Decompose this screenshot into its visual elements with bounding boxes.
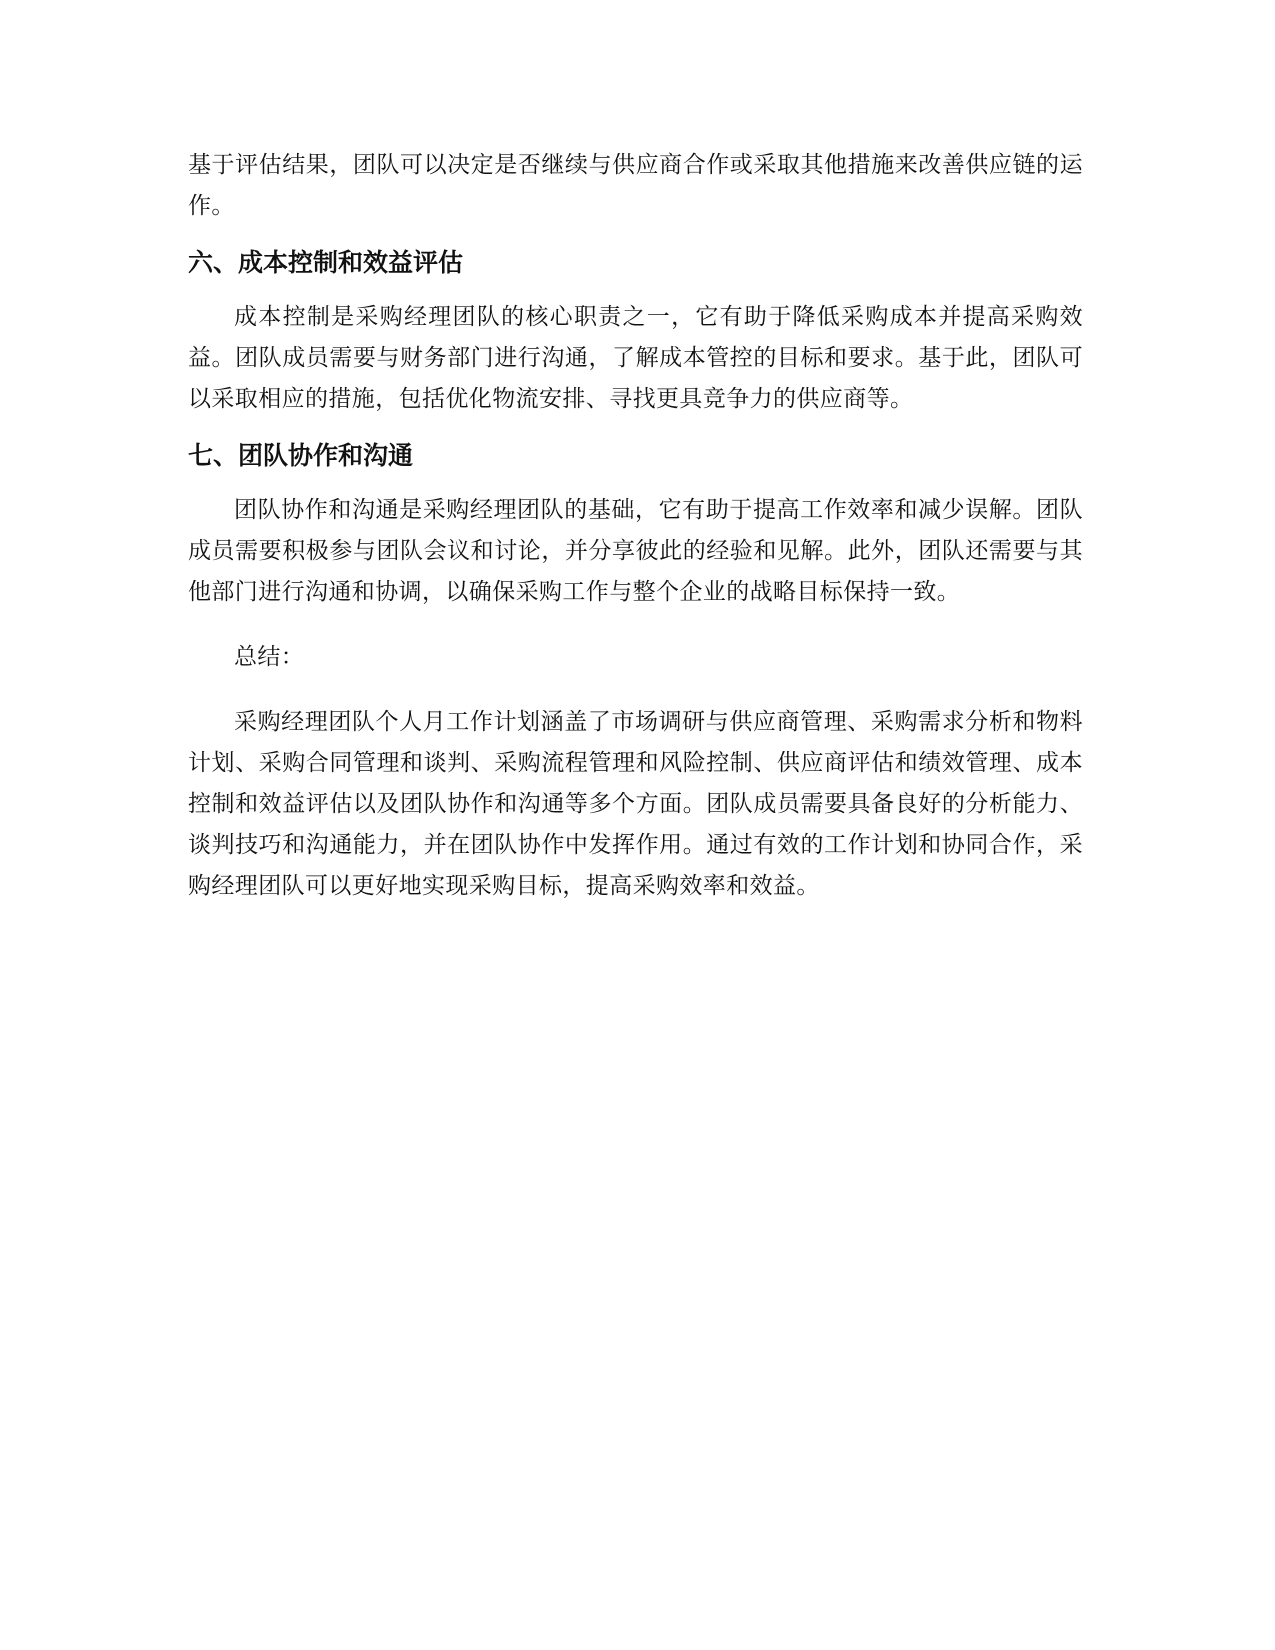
document-body — [188, 145, 1083, 907]
paragraph-evaluation-conclusion: 基于评估结果，团队可以决定是否继续与供应商合作或采取其他措施来改善供应链的运作。 — [188, 152, 1083, 219]
paragraph-teamwork: 团队协作和沟通是采购经理团队的基础，它有助于提高工作效率和减少误解。团队成员需要积极参与团队会议和讨论，并分享彼此的经验和见解。此外，团队还需要与其他部门进行沟通和协调，以确保采购工作与整个企业的战略目标保持一致。 — [188, 497, 1083, 605]
section-heading-teamwork: 七、团队协作和沟通 — [188, 441, 414, 470]
section-heading-cost-control: 六、成本控制和效益评估 — [188, 248, 464, 277]
paragraph-summary: 采购经理团队个人月工作计划涵盖了市场调研与供应商管理、采购需求分析和物料计划、采购合同管理和谈判、采购流程管理和风险控制、供应商评估和绩效管理、成本控制和效益评估以及团队协作和沟通等多个方面。团队成员需要具备良好的分析能力、谈判技巧和沟通能力，并在团队协作中发挥作用。通过有效的工作计划和协同合作，采购经理团队可以更好地实现采购目标，提高采购效率和效益。 — [188, 709, 1083, 899]
paragraph-cost-control: 成本控制是采购经理团队的核心职责之一，它有助于降低采购成本并提高采购效益。团队成员需要与财务部门进行沟通，了解成本管控的目标和要求。基于此，团队可以采取相应的措施，包括优化物流安排、寻找更具竞争力的供应商等。 — [188, 304, 1083, 412]
summary-label: 总结： — [234, 644, 305, 670]
